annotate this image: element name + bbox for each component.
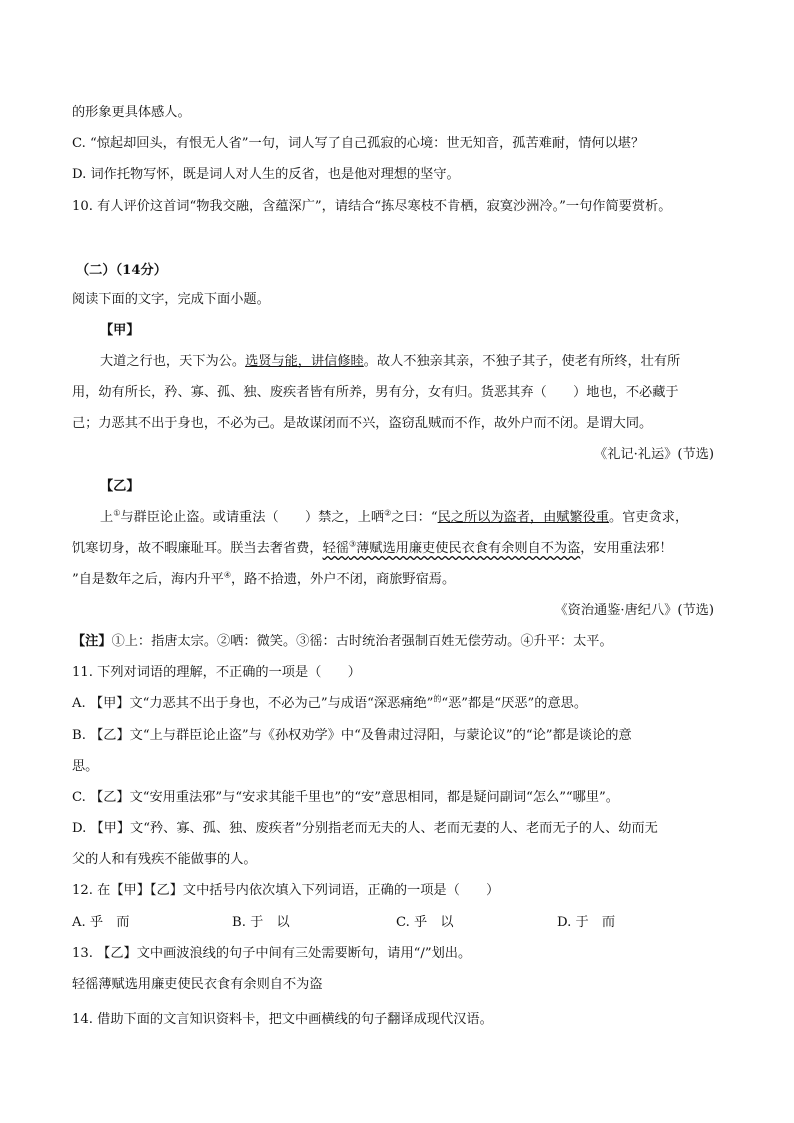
- yi-wavy-sentence: 轻徭③薄赋选用廉吏使民衣食有余则自不为盗: [322, 539, 581, 556]
- question-10: 10. 有人评价这首词“物我交融，含蕴深广”，请结合“拣尽寒枝不肯栖，寂寞沙洲冷。”一句作简要赏析。: [72, 199, 672, 214]
- section-instruction: 阅读下面的文字，完成下面小题。: [72, 292, 270, 307]
- yi-label: 【乙】: [100, 479, 140, 494]
- question-11: 11. 下列对词语的理解，不正确的一项是（ ）: [72, 665, 361, 680]
- yi-paragraph-line-1: 上①与群臣论止盗。或请重法（ ）禁之，上哂②之曰：“民之所以为盗者，由赋繁役重。官吏贪求，: [100, 508, 689, 525]
- question-12: 12. 在【甲】【乙】文中括号内依次填入下列词语，正确的一项是（ ）: [72, 883, 500, 898]
- jia-paragraph-line-1: 大道之行也，天下为公。选贤与能，讲信修睦。故人不独亲其亲，不独子其子，使老有所终，壮有所: [100, 354, 681, 369]
- q11-option-b-line-2: 思。: [72, 759, 99, 774]
- jia-underlined-sentence: 选贤与能，讲信修睦: [245, 354, 364, 369]
- yi-source: 《资治通鉴·唐纪八》(节选): [554, 603, 714, 618]
- q12-options: [72, 913, 615, 933]
- annotation-note: 【注】①上：指唐太宗。②哂：微笑。③徭：古时统治者强制百姓无偿劳动。④升平：太平。: [72, 634, 613, 649]
- q12-option-b: B. 于 以: [232, 915, 290, 930]
- q11-option-b-line-1: B. 【乙】文“上与群臣论止盗”与《孙权劝学》中“及鲁肃过浔阳，与蒙论议”的“论”都是谈论的意: [72, 728, 632, 743]
- jia-paragraph-line-2: 用，幼有所长，矜、寡、孤、独、废疾者皆有所养，男有分，女有归。货恶其弃（ ）地也，不必藏于: [72, 385, 679, 400]
- yi-paragraph-line-2: 饥寒切身，故不暇廉耻耳。朕当去奢省费，轻徭③薄赋选用廉吏使民衣食有余则自不为盗，安用重法邪！: [72, 539, 673, 556]
- jia-paragraph-line-3: 己；力恶其不出于身也，不必为己。是故谋闭而不兴，盗窃乱贼而不作，故外户而不闭。是谓大同。: [72, 416, 653, 431]
- q11-option-d-line-1: D. 【甲】文“矜、寡、孤、独、废疾者”分别指老而无夫的人、老而无妻的人、老而无子的人、幼而无: [72, 821, 658, 836]
- yi-underlined-sentence: 民之所以为盗者，由赋繁役重: [437, 510, 610, 525]
- q11-option-a: A. 【甲】文“力恶其不出于身也，不必为己”与成语“深恶痛绝”$^的$“恶”都是“厌恶”的意思。: [72, 694, 588, 711]
- prev-option-d: D. 词作托物写怀，既是词人对人生的反省，也是他对理想的坚守。: [72, 167, 460, 182]
- q13-sentence: 轻徭薄赋选用廉吏使民衣食有余则自不为盗: [72, 977, 323, 992]
- question-14: 14. 借助下面的文言知识资料卡，把文中画横线的句子翻译成现代汉语。: [72, 1012, 493, 1027]
- q11-option-d-line-2: 父的人和有残疾不能做事的人。: [72, 852, 257, 867]
- yi-paragraph-line-3: ”自是数年之后，海内升平④，路不拾遗，外户不闭，商旅野宿焉。: [72, 570, 456, 587]
- q12-option-a: A. 乎 而: [72, 915, 130, 930]
- prev-line-end: 的形象更具体感人。: [72, 105, 191, 120]
- prev-option-c: C. “惊起却回头，有恨无人省”一句，词人写了自己孤寂的心境：世无知音，孤苦难耐，情何以堪？: [72, 136, 645, 151]
- q12-option-c: C. 乎 以: [396, 915, 454, 930]
- section-heading: （二）（14分）: [76, 263, 167, 278]
- jia-label: 【甲】: [100, 323, 140, 338]
- question-13: 13. 【乙】文中画波浪线的句子中间有三处需要断句，请用“/”划出。: [72, 946, 472, 961]
- q12-option-d: D. 于 而: [557, 915, 616, 930]
- jia-source: 《礼记·礼运》(节选): [594, 447, 714, 462]
- q11-option-c: C. 【乙】文“安用重法邪”与“安求其能千里也”的“安”意思相同，都是疑问副词“怎么”“哪里”。: [72, 790, 619, 805]
